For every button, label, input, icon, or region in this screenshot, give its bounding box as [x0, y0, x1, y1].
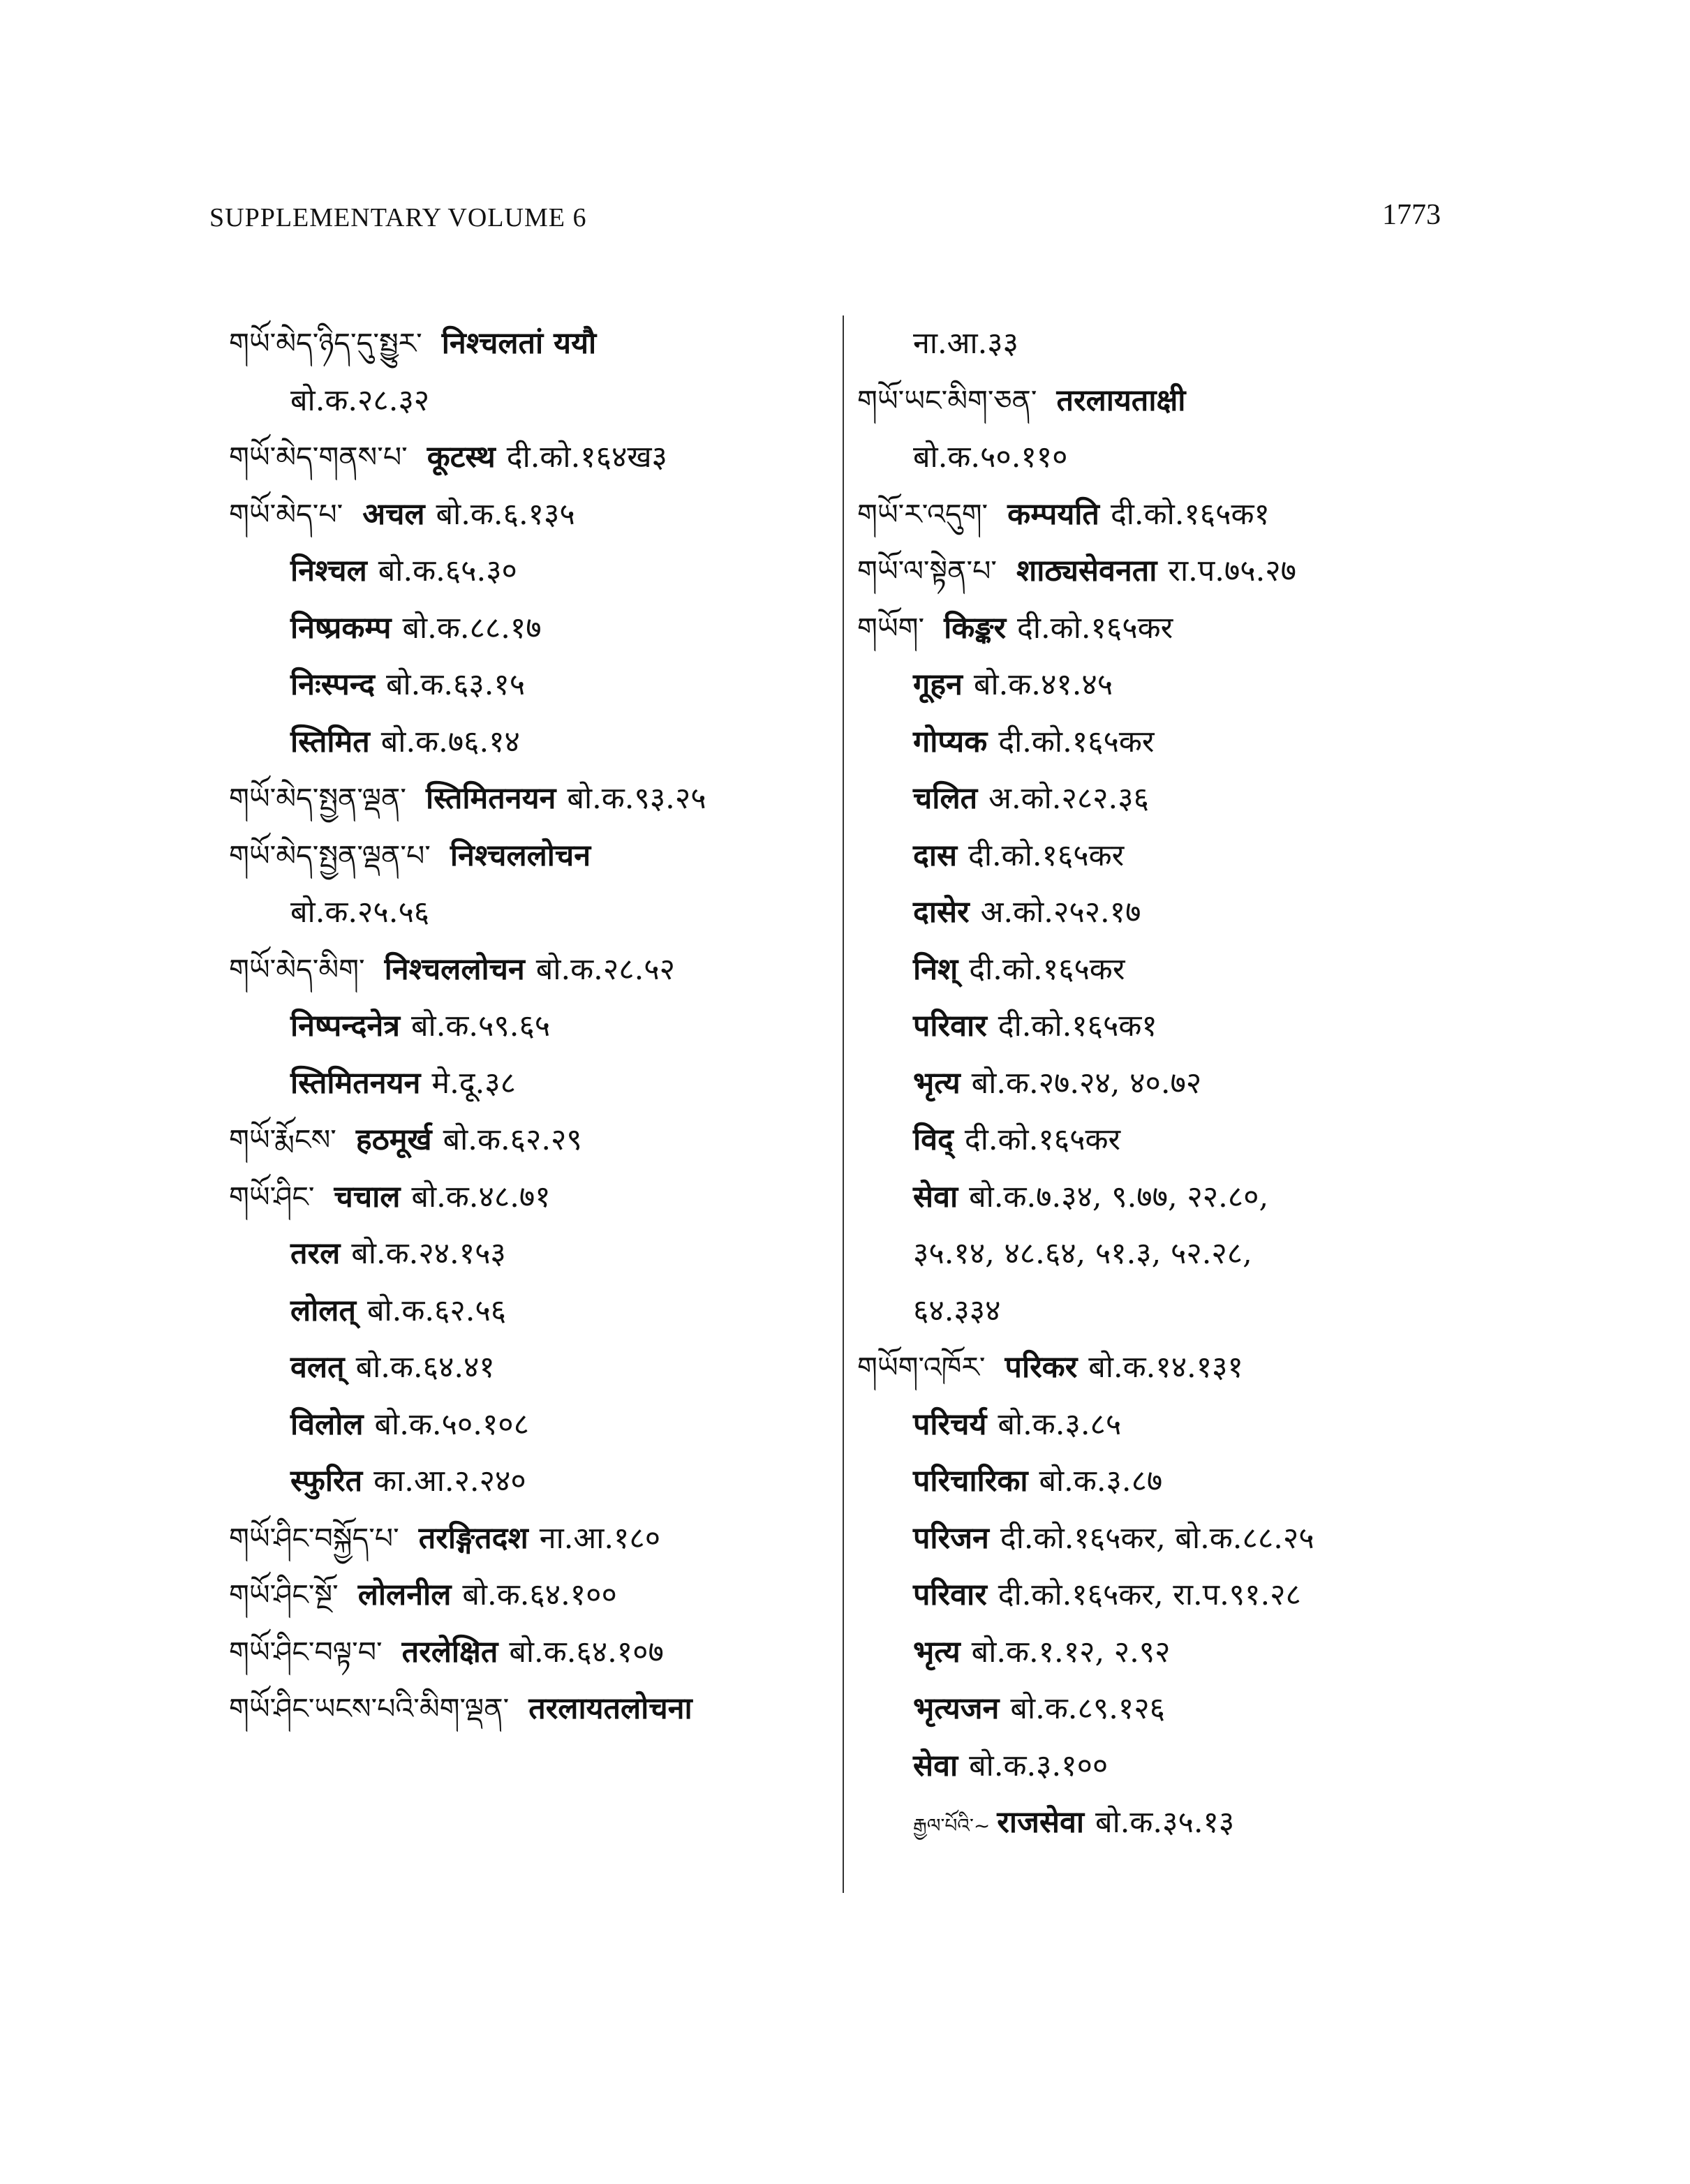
dictionary-entry-line: [229, 315, 843, 373]
tibetan-headword: གཡོ་ཡང་མིག་ཅན་: [857, 383, 1037, 417]
source-reference: बो.क.६३.१५: [385, 667, 526, 702]
tibetan-headword: གཡོ་མེད་སྤྱན་ལྡན་པ་: [229, 838, 431, 872]
sanskrit-equivalent: लोलत्: [290, 1293, 356, 1328]
tibetan-headword: གཡོ་མེད་མིག་: [229, 952, 365, 986]
sanskrit-equivalent: स्तिमितनयन: [290, 1065, 421, 1101]
sanskrit-equivalent: गोप्यक: [913, 724, 988, 759]
sanskrit-equivalent: भृत्य: [913, 1634, 961, 1670]
dictionary-entry-line: [229, 1624, 843, 1681]
sanskrit-equivalent: शाठ्यसेवनता: [1016, 554, 1157, 588]
source-reference: दी.को.१६४ख३: [506, 440, 667, 475]
dictionary-entry-line: [229, 1510, 843, 1568]
dictionary-entry-line: [229, 486, 843, 544]
source-reference: रा.प.७५.२७: [1168, 554, 1297, 588]
dictionary-entry-line: [857, 315, 1485, 373]
dictionary-entry-line: [857, 1795, 1485, 1852]
sanskrit-equivalent: भृत्यजन: [913, 1691, 1000, 1726]
sanskrit-equivalent: निश्: [913, 951, 958, 987]
dictionary-entry-line: [857, 714, 1485, 771]
sanskrit-equivalent: लोलनील: [357, 1577, 452, 1612]
dictionary-entry-line: [229, 1681, 843, 1738]
dictionary-entry-line: [857, 828, 1485, 885]
source-reference: ६४.३३४: [913, 1293, 1001, 1328]
sanskrit-equivalent: परिकर: [1005, 1350, 1078, 1385]
sanskrit-equivalent: विद्: [913, 1122, 954, 1157]
source-reference: ना.आ.३३: [913, 326, 1019, 361]
sanskrit-equivalent: परिजन: [913, 1520, 989, 1556]
sanskrit-equivalent: निश्चल: [290, 554, 367, 588]
tibetan-headword: གཡོ་མེད་པ་: [229, 497, 343, 531]
tibetan-headword: གཡོ་མེད་གནས་པ་: [229, 440, 408, 474]
dictionary-entry-line: [857, 884, 1485, 942]
sanskrit-equivalent: निःस्पन्द: [290, 667, 375, 702]
sanskrit-equivalent: स्तिमित: [290, 724, 370, 759]
sanskrit-equivalent: परिचारिका: [913, 1464, 1028, 1499]
source-reference: बो.क.२७.२४, ४०.७२: [971, 1065, 1202, 1101]
sanskrit-equivalent: राजसेवा: [997, 1805, 1085, 1840]
dictionary-entry-line: [857, 429, 1485, 486]
dictionary-entry-line: [229, 828, 843, 885]
source-reference: बो.क.६४.४१: [355, 1350, 495, 1385]
source-reference: दी.को.१६५कर: [969, 951, 1125, 987]
dictionary-entry-line: [857, 942, 1485, 999]
tibetan-headword: གཡོ་ཤིང་ཡངས་པའི་མིག་ལྡན་: [229, 1692, 510, 1725]
sanskrit-equivalent: तरलायतलोचना: [528, 1691, 692, 1726]
sanskrit-equivalent: अचल: [362, 496, 425, 532]
source-reference: दी.को.१६५कर, बो.क.८८.२५: [1000, 1520, 1314, 1556]
source-reference: बो.क.६.१३५: [436, 496, 575, 532]
source-reference: बो.क.६४.१००: [462, 1577, 617, 1612]
source-reference: ना.आ.१८०: [539, 1520, 661, 1556]
dictionary-entry-line: [857, 1738, 1485, 1795]
dictionary-entry-line: [857, 1226, 1485, 1283]
dictionary-entry-line: [857, 1510, 1485, 1568]
source-reference: दी.को.१६५क१: [998, 1009, 1157, 1043]
source-reference: बो.क.३.८७: [1039, 1464, 1163, 1499]
tibetan-headword: གཡོག་འཁོར་: [857, 1351, 986, 1384]
sanskrit-equivalent: कम्पयति: [1007, 496, 1099, 532]
dictionary-entry-line: [857, 1567, 1485, 1624]
dictionary-entry-line: [857, 1112, 1485, 1169]
sanskrit-equivalent: सेवा: [913, 1748, 958, 1783]
tibetan-headword: གཡོག་: [857, 611, 925, 645]
tibetan-headword: གཡོ་ཤིང་བསྐྱོད་པ་: [229, 1521, 399, 1555]
source-reference: अ.को.२८२.३६: [988, 781, 1149, 816]
sanskrit-equivalent: किङ्कर: [944, 610, 1007, 646]
source-reference: बो.क.६२.२९: [443, 1122, 582, 1157]
tibetan-headword: གཡོ་ར་འདུག་: [857, 497, 988, 531]
dictionary-entry-line: [229, 1283, 843, 1340]
source-reference: दी.को.१६५कर: [964, 1122, 1121, 1157]
source-reference: बो.क.२५.५६: [290, 895, 430, 930]
source-reference: बो.क.६४.१०७: [509, 1634, 664, 1670]
dictionary-entry-line: [857, 486, 1485, 544]
dictionary-entry-line: [229, 429, 843, 486]
source-reference: बो.क.७.३४, ९.७७, २२.८०,: [969, 1179, 1269, 1214]
source-reference: दी.को.१६५कर: [1017, 610, 1173, 646]
source-reference: बो.क.१४.१३१: [1088, 1350, 1243, 1385]
dictionary-entry-line: [229, 1397, 843, 1454]
sanskrit-equivalent: तरल: [290, 1236, 341, 1271]
dictionary-entry-line: [229, 600, 843, 658]
source-reference: बो.क.४१.४५: [973, 667, 1113, 702]
source-reference: बो.क.२८.५२: [535, 951, 675, 987]
dictionary-entry-line: [229, 1226, 843, 1283]
source-reference: बो.क.१.१२, २.९२: [971, 1634, 1171, 1670]
dictionary-entry-line: [229, 714, 843, 771]
sanskrit-equivalent: गूहन: [913, 667, 963, 702]
tibetan-headword: གཡོ་ཤིང་: [229, 1180, 315, 1214]
sanskrit-equivalent: सेवा: [913, 1179, 958, 1214]
running-title: SUPPLEMENTARY VOLUME 6: [209, 203, 587, 232]
source-reference: बो.क.९३.२५: [567, 781, 706, 816]
dictionary-entry-line: [857, 1339, 1485, 1397]
dictionary-entry-line: [229, 998, 843, 1055]
sanskrit-equivalent: निश्चललोचन: [384, 951, 525, 987]
source-reference: बो.क.८९.१२६: [1010, 1691, 1165, 1726]
sanskrit-equivalent: स्फुरित: [290, 1464, 363, 1499]
dictionary-entry-line: [229, 884, 843, 942]
dictionary-entry-line: [857, 657, 1485, 714]
source-reference: बो.क.६५.३०: [378, 554, 517, 588]
dictionary-entry-line: [229, 1339, 843, 1397]
sanskrit-equivalent: दास: [913, 838, 958, 873]
dictionary-entry-line: [229, 1453, 843, 1510]
tibetan-headword: གཡོ་མེད་སྤྱན་ལྡན་: [229, 782, 406, 815]
dictionary-entry-line: [229, 942, 843, 999]
dictionary-entry-line: [857, 1397, 1485, 1454]
tibetan-headword: གཡོ་རྨོངས་: [229, 1123, 336, 1157]
source-reference: अ.को.२५२.१७: [980, 895, 1141, 930]
sanskrit-equivalent: तरलेक्षित: [401, 1634, 498, 1670]
sanskrit-equivalent: वलत्: [290, 1350, 345, 1385]
sanskrit-equivalent: परिचर्य: [913, 1406, 987, 1442]
dictionary-entry-line: [857, 1624, 1485, 1681]
dictionary-entry-line: [857, 1283, 1485, 1340]
sanskrit-equivalent: दासेर: [913, 895, 970, 930]
source-reference: बो.क.२४.१५३: [351, 1236, 506, 1271]
source-reference: दी.को.१६५कर: [998, 724, 1155, 759]
column-divider: [843, 315, 844, 1893]
sanskrit-equivalent: निष्प्रकम्प: [290, 610, 392, 646]
dictionary-entry-line: [229, 543, 843, 600]
page-number: 1773: [1382, 199, 1441, 231]
dictionary-entry-line: [857, 771, 1485, 828]
sanskrit-equivalent: चचाल: [334, 1179, 401, 1214]
source-reference: बो.क.३.८५: [998, 1406, 1122, 1442]
dictionary-entry-line: [857, 373, 1485, 430]
sanskrit-equivalent: कूटस्थ: [427, 440, 496, 475]
dictionary-entry-line: [229, 771, 843, 828]
dictionary-entry-line: [857, 1681, 1485, 1738]
dictionary-entry-line: [857, 1055, 1485, 1113]
sanskrit-equivalent: विलोल: [290, 1406, 364, 1442]
right-column: [857, 315, 1485, 1852]
dictionary-entry-line: [229, 1567, 843, 1624]
dictionary-entry-line: [857, 1169, 1485, 1226]
sanskrit-equivalent: तरलायताक्षी: [1056, 382, 1186, 418]
dictionary-entry-line: [229, 1169, 843, 1226]
dictionary-entry-line: [229, 657, 843, 714]
dictionary-entry-line: [857, 1453, 1485, 1510]
source-reference: बो.क.२८.३२: [290, 382, 430, 418]
sanskrit-equivalent: भृत्य: [913, 1065, 961, 1101]
sanskrit-equivalent: चलित: [913, 781, 978, 816]
source-reference: ३५.१४, ४८.६४, ५१.३, ५२.२८,: [913, 1236, 1252, 1271]
source-reference: बो.क.५०.१०८: [374, 1406, 530, 1442]
dictionary-entry-line: [229, 373, 843, 430]
dictionary-entry-line: [229, 1055, 843, 1113]
sanskrit-equivalent: निष्पन्दनेत्र: [290, 1009, 400, 1043]
dictionary-entry-line: [857, 543, 1485, 600]
sanskrit-equivalent: स्तिमितनयन: [426, 781, 556, 816]
source-reference: दी.को.१६५कर: [968, 838, 1125, 873]
sanskrit-equivalent: परिवार: [913, 1577, 987, 1612]
tibetan-headword: གཡོ་མེད་ཉིད་དུ་སྤྱུར་: [229, 327, 422, 360]
source-reference: बो.क.७६.१४: [380, 724, 520, 759]
sanskrit-equivalent: निश्चललोचन: [450, 838, 591, 873]
source-reference: बो.क.६२.५६: [366, 1293, 507, 1328]
tibetan-headword: གཡོ་ལ་སྟེན་པ་: [857, 554, 997, 588]
tibetan-headword: རྒྱལ་པོའི་~: [913, 1814, 991, 1837]
source-reference: बो.क.४८.७१: [411, 1179, 551, 1214]
source-reference: बो.क.३.१००: [969, 1748, 1109, 1783]
source-reference: बो.क.८८.१७: [402, 610, 542, 646]
dictionary-entry-line: [229, 1112, 843, 1169]
source-reference: मे.दू.३८: [431, 1065, 517, 1101]
sanskrit-equivalent: परिवार: [913, 1009, 987, 1043]
dictionary-entry-line: [857, 600, 1485, 658]
sanskrit-equivalent: निश्चलतां ययौ: [441, 326, 597, 361]
sanskrit-equivalent: तरङ्गितदश: [418, 1520, 528, 1556]
left-column: [229, 315, 843, 1738]
dictionary-entry-line: [857, 998, 1485, 1055]
source-reference: बो.क.५०.११०: [913, 440, 1068, 475]
source-reference: बो.क.५९.६५: [411, 1009, 551, 1043]
source-reference: का.आ.२.२४०: [373, 1464, 526, 1499]
tibetan-headword: གཡོ་ཤིང་བལྟ་བ་: [229, 1635, 383, 1669]
tibetan-headword: གཡོ་ཤིང་སྔོ་: [229, 1578, 339, 1612]
source-reference: बो.क.३५.१३: [1095, 1805, 1235, 1840]
source-reference: दी.को.१६५कर, रा.प.९१.२८: [998, 1577, 1301, 1612]
source-reference: दी.को.१६५क१: [1110, 496, 1270, 532]
sanskrit-equivalent: हठमूर्ख: [355, 1122, 432, 1157]
